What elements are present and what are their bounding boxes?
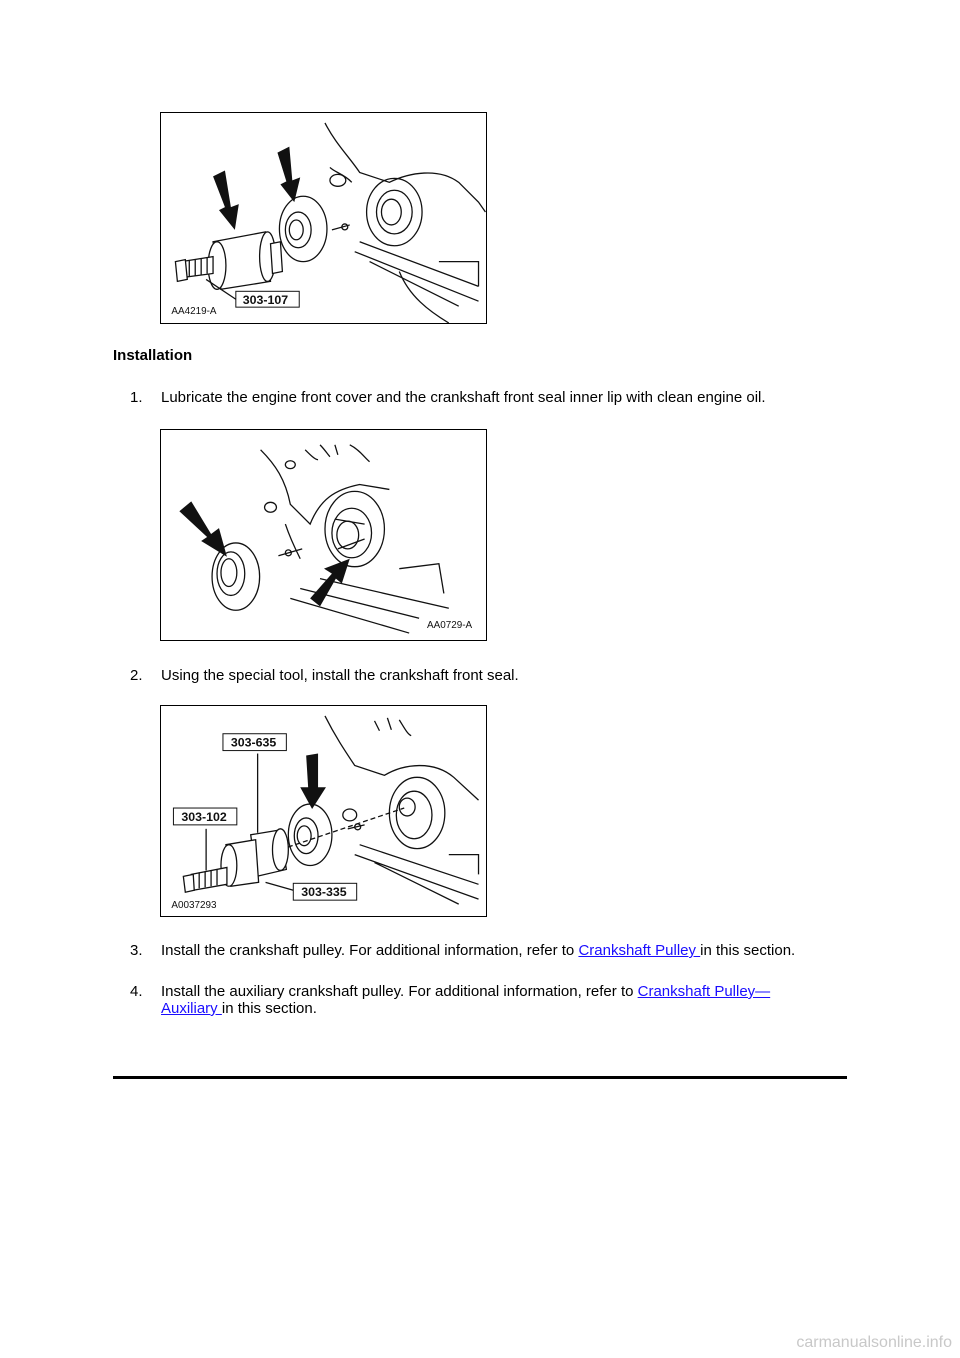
step-text-before-link: Install the auxiliary crankshaft pulley. For additional information, refer to: [161, 983, 638, 1000]
section-divider: [113, 1076, 847, 1079]
link-text-line2: Auxiliary: [161, 1000, 222, 1017]
step-number: 2.: [130, 667, 143, 684]
lubricate-seal-illustration: [161, 430, 486, 640]
seal-removal-illustration: [161, 113, 486, 323]
watermark: carmanualsonline.info: [796, 1334, 952, 1351]
step-text-before-link: Install the crankshaft pulley. For additional information, refer to: [161, 942, 579, 959]
tool-number-label: 303-635: [230, 735, 277, 750]
tool-number-label: 303-102: [181, 809, 227, 824]
figure-id-label: AA0729-A: [427, 620, 473, 632]
step-text: [161, 983, 821, 1017]
step-text: [161, 942, 850, 959]
crankshaft-pulley-link[interactable]: Crankshaft Pulley: [578, 942, 701, 959]
step-text-after-link: in this section.: [221, 1000, 317, 1017]
step-number: 3.: [130, 942, 143, 959]
step-text-after-link: in this section.: [700, 942, 796, 959]
figure-seal-removal: [160, 112, 487, 324]
figure-id-label: A0037293: [171, 900, 217, 912]
figure-seal-installation: [160, 705, 487, 917]
tool-number-label: 303-335: [301, 885, 347, 900]
tool-number-label: 303-107: [242, 293, 289, 308]
section-heading: Installation: [113, 347, 193, 364]
step-text: Using the special tool, install the crankshaft front seal.: [161, 667, 519, 684]
seal-installation-illustration: [161, 706, 486, 916]
step-number: 1.: [130, 389, 143, 406]
figure-lubricate-seal: [160, 429, 487, 641]
link-text-line1: Crankshaft Pulley—: [637, 983, 771, 1000]
figure-id-label: AA4219-A: [171, 306, 217, 318]
step-number: 4.: [130, 983, 143, 1000]
step-text: Lubricate the engine front cover and the crankshaft front seal inner lip with clean engine oil.: [161, 389, 766, 406]
